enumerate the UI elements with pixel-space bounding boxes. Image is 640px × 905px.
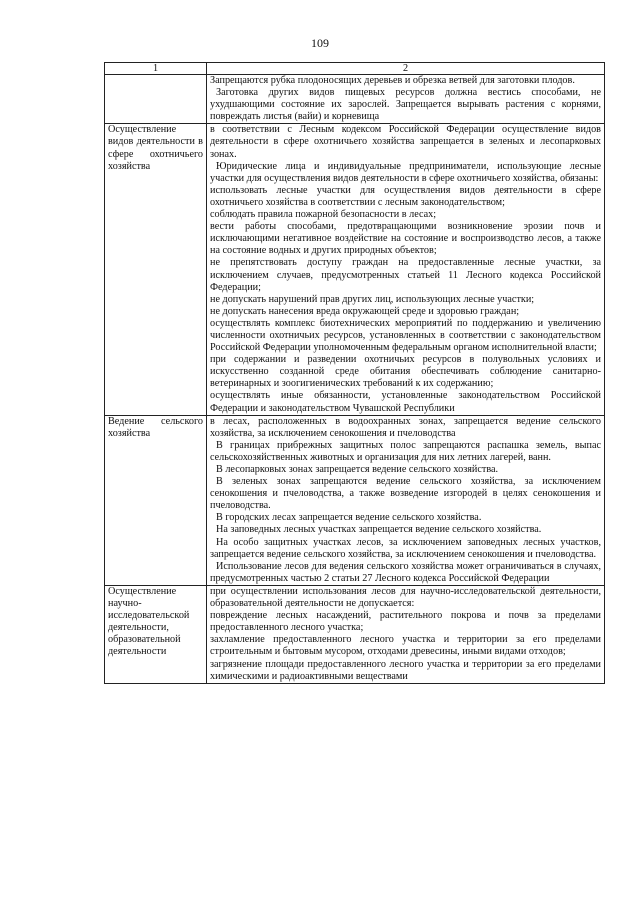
rule-text: осуществлять иные обязанности, установленные законодательством Российской Федерации и законодательством Чувашской Республики: [210, 390, 601, 414]
rule-text: Запрещаются рубка плодоносящих деревьев и обрезка ветвей для заготовки плодов.: [210, 75, 575, 86]
rule-text: Юридические лица и индивидуальные предприниматели, использующие лесные участки для осуществления видов деятельности в сфере охотничьего хозяйства, обязаны:: [210, 160, 601, 184]
rule-text: захламление предоставленного лесного участка и территории за его пределами строительным и бытовым мусором, отходами древесины, иными видами отходов;: [210, 634, 601, 658]
rule-text: Заготовка других видов пищевых ресурсов должна вестись способами, не ухудшающими состояние их зарослей. Запрещается вырывать растения с корнями, повреждать листья (вайи) и корневища: [210, 87, 601, 123]
table-row: [105, 585, 605, 683]
rule-text: использовать лесные участки для осуществления видов деятельности в сфере охотничьего хозяйства в соответствии с лесным законодательством;: [210, 184, 601, 208]
rules-cell: [207, 75, 605, 124]
regulations-table: [104, 62, 605, 684]
column-header-1: 1: [105, 63, 207, 75]
rule-text: В зеленых зонах запрещаются ведение сельского хозяйства, за исключением сенокошения и пчеловодства, а также возведение изгородей в целях сенокошения и пчеловодства.: [210, 476, 601, 512]
rule-text: осуществлять комплекс биотехнических мероприятий по поддержанию и увеличению численности охотничьих ресурсов, установленных в соответствии с законодательством Российской Федерации уполномоченным федеральным органом исполнительной власти;: [210, 317, 601, 354]
rules-cell: [207, 585, 605, 683]
rule-text: вести работы способами, предотвращающими возникновение эрозии почв и исключающими негативное воздействие на состояние и воспроизводство лесов, а также на состояние водных и других природных объектов;: [210, 221, 601, 257]
activity-cell: Ведение сельского хозяйства: [105, 415, 207, 585]
table-row: [105, 415, 605, 585]
rule-text: не препятствовать доступу граждан на предоставленные лесные участки, за исключением случаев, предусмотренных статьей 11 Лесного кодекса Российской Федерации;: [210, 257, 601, 293]
table-row: [105, 124, 605, 415]
rule-text: На особо защитных участках лесов, за исключением заповедных лесных участков, запрещается ведение сельского хозяйства, за исключением сенокошения и пчеловодства.: [210, 536, 601, 560]
rule-text: в лесах, расположенных в водоохранных зонах, запрещается ведение сельского хозяйства, за исключением сенокошения и пчеловодства: [210, 415, 601, 439]
rule-text: не допускать нарушений прав других лиц, использующих лесные участки;: [210, 293, 535, 305]
rules-cell: [207, 124, 605, 415]
activity-cell: Осуществление видов деятельности в сфере охотничьего хозяйства: [105, 124, 207, 415]
rule-text: Использование лесов для ведения сельского хозяйства может ограничиваться в случаях, предусмотренных частью 2 статьи 27 Лесного кодекса Российской Федерации: [210, 560, 601, 584]
rule-text: В лесопарковых зонах запрещается ведение сельского хозяйства.: [216, 464, 499, 475]
rule-text: В границах прибрежных защитных полос запрещаются распашка земель, выпас сельскохозяйственных животных и организация для них летних лагерей, ванн.: [210, 439, 601, 463]
rule-text: при содержании и разведении охотничьих ресурсов в полувольных условиях и искусственно созданной среде обитания обеспечивать соблюдение санитарно-ветеринарных и зоогигиенических требований к их содержанию;: [210, 354, 601, 390]
table-row: [105, 75, 605, 124]
activity-cell: Осуществление научно-исследовательской деятельности, образовательной деятельности: [105, 585, 207, 683]
rule-text: не допускать нанесения вреда окружающей среде и здоровью граждан;: [210, 305, 520, 317]
activity-cell: [105, 75, 207, 124]
rule-text: повреждение лесных насаждений, растительного покрова и почв за пределами предоставленного лесного участка;: [210, 610, 601, 634]
page-number: 109: [311, 36, 329, 50]
rule-text: при осуществлении использования лесов для научно-исследовательской деятельности, образовательной деятельности не допускается:: [210, 585, 601, 610]
rule-text: На заповедных лесных участках запрещается ведение сельского хозяйства.: [216, 524, 542, 536]
rules-cell: [207, 415, 605, 585]
rule-text: в соответствии с Лесным кодексом Российской Федерации осуществление видов деятельности в сфере охотничьего хозяйства запрещается в зеленых и лесопарковых зонах.: [210, 124, 601, 160]
column-header-2: 2: [207, 63, 605, 75]
rule-text: соблюдать правила пожарной безопасности в лесах;: [210, 209, 437, 221]
rule-text: загрязнение площади предоставленного лесного участка и территории за его пределами химическими и радиоактивными веществами: [210, 658, 601, 682]
table-header-row: [105, 63, 605, 75]
rule-text: В городских лесах запрещается ведение сельского хозяйства.: [216, 512, 482, 524]
